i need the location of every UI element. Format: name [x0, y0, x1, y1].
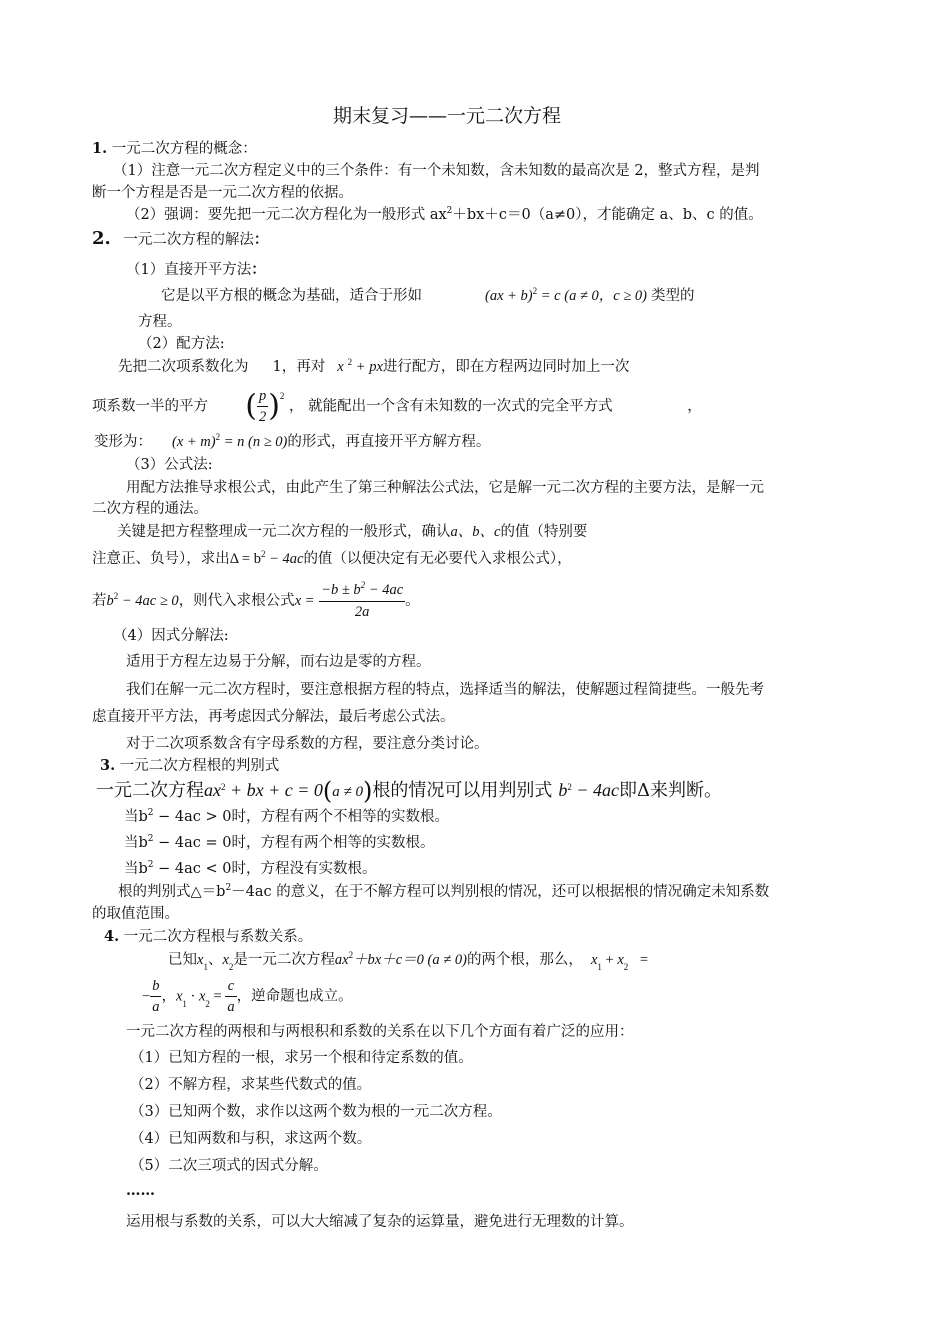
paragraph: 我们在解一元二次方程时，要注意根据方程的特点，选择适当的解法，使解题过程简捷些。一般先考 [126, 682, 764, 698]
section-title: 一元二次方程根的判别式 [119, 758, 280, 774]
section-title: 一元二次方程的解法 [123, 232, 254, 248]
paragraph: （1）注意一元二次方程定义中的三个条件：有一个未知数，含未知数的最高次是 2，整式方程，是判 [113, 163, 760, 179]
paragraph: 项系数一半的平方 ( $\frac{p}{2}$ )$^2$ ， 就能配出一个含有未知数的一次式的完全平方式 ， [92, 388, 702, 425]
paragraph: 二次方程的通法。 [92, 501, 208, 517]
list-item: （4）已知两数和与积，求这两个数。 [130, 1131, 372, 1147]
section-1-heading [92, 139, 257, 159]
paragraph: 关键是把方程整理成一元二次方程的一般形式，确认a、b、c的值（特别要 [117, 524, 588, 540]
vieta-statement: 已知$x_1$、$x_2$是一元二次方程$ax^2+bx+c=0$ (a ≠ 0)的两个根，那么， $x_1 + x_2$ = [168, 950, 649, 972]
section-2-heading: 2. 一元二次方程的解法： [92, 228, 269, 249]
paragraph: 先把二次项系数化为 1，再对 x $^2$ + px进行配方，即在方程两边同时加上一次 [118, 357, 630, 375]
paragraph: 断一个方程是否是一元二次方程的依据。 [92, 185, 353, 201]
section-title: 一元二次方程根与系数关系。 [123, 929, 313, 945]
paragraph: 对于二次项系数含有字母系数的方程，要注意分类讨论。 [126, 736, 489, 752]
paragraph: 它是以平方根的概念为基础，适合于形如 [161, 288, 422, 304]
section-4-heading [104, 927, 312, 947]
paragraph: 虑直接开平方法，再考虑因式分解法，最后考虑公式法。 [92, 709, 455, 725]
paragraph: 一元二次方程的两根和与两根积和系数的关系在以下几个方面有着广泛的应用： [126, 1024, 634, 1040]
paragraph: 用配方法推导求根公式，由此产生了第三种解法公式法，它是解一元二次方程的主要方法，是解一元 [126, 480, 764, 496]
section-number: 3. [100, 757, 116, 774]
list-item: （5）二次三项式的因式分解。 [130, 1158, 328, 1174]
page-title: 期末复习——一元二次方程 [333, 105, 562, 127]
ellipsis: …… [126, 1182, 155, 1199]
section-number: 1. [92, 140, 108, 157]
paragraph: 的取值范围。 [92, 906, 179, 922]
discriminant-case: 当$b^2 - 4ac = 0$时，方程有两个相等的实数根。 [124, 834, 435, 851]
paragraph: 变形为： $(x + m)^2 = n$ (n ≥ 0)的形式，再直接开平方解方程。 [94, 432, 491, 450]
section-number: 4. [104, 928, 120, 945]
method-1-label: （1）直接开平方法： [126, 261, 266, 278]
paragraph: 若$b^2 - 4ac \ge 0$，则代入求根公式x = $\frac{-b \pm b^2 - 4ac}{2a}$ 。 [92, 580, 420, 620]
list-item: （2）不解方程，求某些代数式的值。 [130, 1077, 372, 1093]
discriminant-case: 当$b^2 - 4ac > 0$时，方程有两个不相等的实数根。 [124, 808, 449, 825]
quadratic-formula-fraction: $\frac{-b \pm b^2 - 4ac}{2a}$ [321, 580, 404, 620]
list-item: （1）已知方程的一根，求另一个根和待定系数的值。 [130, 1050, 473, 1066]
paragraph: 运用根与系数的关系，可以大大缩减了复杂的运算量，避免进行无理数的计算。 [126, 1214, 634, 1230]
section-number: 2. [92, 228, 111, 249]
discriminant-statement: 一元二次方程$ax^2$ + bx + c = 0(a ≠ 0)根的情况可以用判别式 $b^2 - 4ac$即Δ来判断。 [96, 777, 723, 805]
paragraph: （2）强调：要先把一元二次方程化为一般形式 $ax^2+bx+c=0(a\ne 0)$，才能确定 a、b、c 的值。 [126, 206, 763, 223]
method-3-label: （3）公式法: [126, 457, 213, 473]
list-item: （3）已知两个数，求作以这两个数为根的一元二次方程。 [130, 1104, 502, 1120]
paragraph: 方程。 [138, 314, 182, 330]
paragraph: 注意正、负号），求出$\Delta = b^2 - 4ac$的值（以便决定有无必要代入求根公式）， [92, 549, 572, 567]
formula: (ax + b)$^2$ = c (a ≠ 0，c ≥ 0) 类型的 [485, 286, 695, 304]
section-title: 一元二次方程的概念： [111, 141, 257, 157]
discriminant-case: 当$b^2 - 4ac < 0$时，方程没有实数根。 [124, 860, 377, 877]
vieta-formulas: − $\frac{b}{a}$ ，$x_1 \cdot x_2$ = $\frac{c}{a}$ ，逆命题也成立。 [142, 978, 353, 1015]
paragraph: 适用于方程左边易于分解，而右边是零的方程。 [126, 654, 431, 670]
method-2-label: （2）配方法: [138, 336, 225, 352]
method-4-label: （4）因式分解法: [113, 628, 229, 644]
paragraph: 根的判别式$\triangle=b^2-4ac$ 的意义，在于不解方程可以判别根的情况，还可以根据根的情况确定未知系数 [118, 883, 770, 900]
section-3-heading [100, 756, 279, 776]
